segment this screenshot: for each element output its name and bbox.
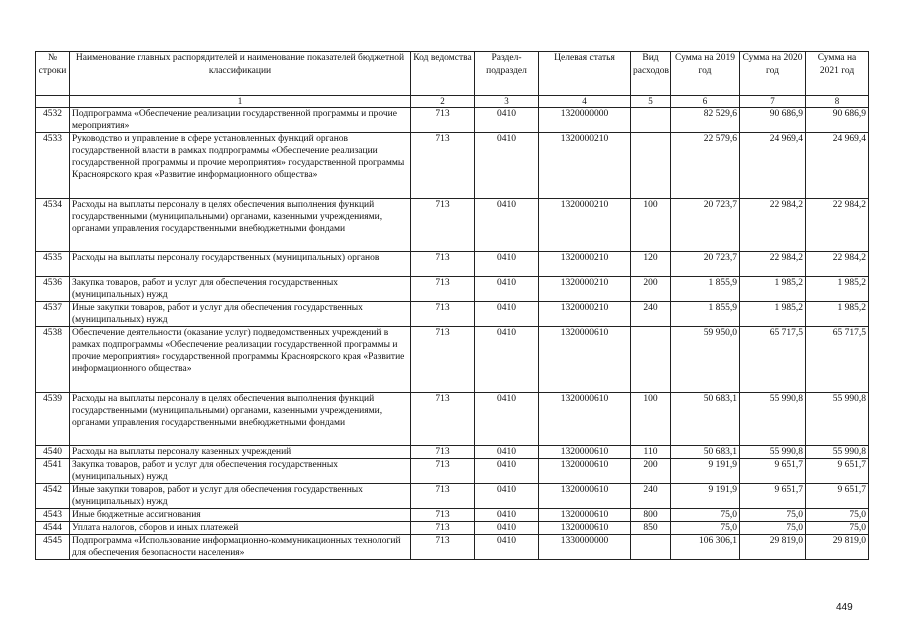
row-sum-2021: 1 985,2 (806, 277, 869, 302)
row-section: 0410 (475, 446, 539, 459)
table-row (36, 133, 869, 199)
row-name: Расходы на выплаты персоналу казенных учреждений (70, 446, 411, 459)
header-expense-kind: Вид расходов (631, 52, 671, 96)
row-sum-2019: 20 723,7 (671, 252, 740, 277)
row-name: Иные закупки товаров, работ и услуг для обеспечения государственных (муниципальных) нужд (70, 302, 411, 327)
header-department-code: Код ведомства (411, 52, 475, 96)
row-name: Иные закупки товаров, работ и услуг для обеспечения государственных (муниципальных) нужд (70, 484, 411, 509)
row-sum-2019: 106 306,1 (671, 535, 740, 560)
row-department-code: 713 (411, 302, 475, 327)
table-row (36, 535, 869, 560)
header-sum-2020: Сумма на 2020 год (740, 52, 806, 96)
row-number: 4542 (36, 484, 70, 509)
row-expense-kind (631, 133, 671, 199)
row-sum-2020: 75,0 (740, 509, 806, 522)
row-target-article: 1320000610 (539, 327, 631, 393)
row-section: 0410 (475, 277, 539, 302)
row-sum-2019: 50 683,1 (671, 393, 740, 446)
row-department-code: 713 (411, 484, 475, 509)
row-sum-2020: 90 686,9 (740, 108, 806, 133)
row-sum-2020: 1 985,2 (740, 277, 806, 302)
row-number: 4543 (36, 509, 70, 522)
row-department-code: 713 (411, 108, 475, 133)
row-name: Расходы на выплаты персоналу в целях обеспечения выполнения функций государственными (муниципальными) органами, казенными учреждениями, органами управления государственными внебюджетными фондами (70, 393, 411, 446)
row-department-code: 713 (411, 133, 475, 199)
table-row (36, 277, 869, 302)
row-expense-kind: 110 (631, 446, 671, 459)
row-name: Расходы на выплаты персоналу государственных (муниципальных) органов (70, 252, 411, 277)
table-row (36, 509, 869, 522)
row-sum-2021: 75,0 (806, 509, 869, 522)
row-department-code: 713 (411, 199, 475, 252)
table-row (36, 522, 869, 535)
row-expense-kind (631, 535, 671, 560)
row-sum-2020: 22 984,2 (740, 199, 806, 252)
column-number: 1 (70, 96, 411, 108)
row-department-code: 713 (411, 535, 475, 560)
row-department-code: 713 (411, 277, 475, 302)
row-expense-kind (631, 108, 671, 133)
row-sum-2021: 9 651,7 (806, 484, 869, 509)
row-number: 4540 (36, 446, 70, 459)
row-target-article: 1320000210 (539, 252, 631, 277)
row-sum-2019: 20 723,7 (671, 199, 740, 252)
row-sum-2019: 1 855,9 (671, 277, 740, 302)
column-number: 4 (539, 96, 631, 108)
table-row (36, 459, 869, 484)
row-sum-2020: 22 984,2 (740, 252, 806, 277)
row-sum-2019: 59 950,0 (671, 327, 740, 393)
table-row (36, 302, 869, 327)
table-row (36, 393, 869, 446)
row-number: 4539 (36, 393, 70, 446)
row-target-article: 1320000210 (539, 277, 631, 302)
row-section: 0410 (475, 484, 539, 509)
row-number: 4534 (36, 199, 70, 252)
row-department-code: 713 (411, 459, 475, 484)
row-section: 0410 (475, 509, 539, 522)
row-name: Закупка товаров, работ и услуг для обеспечения государственных (муниципальных) нужд (70, 459, 411, 484)
row-sum-2020: 65 717,5 (740, 327, 806, 393)
row-section: 0410 (475, 252, 539, 277)
row-section: 0410 (475, 199, 539, 252)
table-row (36, 446, 869, 459)
row-expense-kind: 800 (631, 509, 671, 522)
row-number: 4532 (36, 108, 70, 133)
column-number: 7 (740, 96, 806, 108)
row-sum-2019: 75,0 (671, 509, 740, 522)
row-target-article: 1320000210 (539, 133, 631, 199)
table-row (36, 484, 869, 509)
row-target-article: 1320000610 (539, 393, 631, 446)
column-number: 6 (671, 96, 740, 108)
row-target-article: 1320000610 (539, 484, 631, 509)
row-section: 0410 (475, 133, 539, 199)
row-number: 4545 (36, 535, 70, 560)
header-target-article: Целевая статья (539, 52, 631, 96)
row-sum-2021: 29 819,0 (806, 535, 869, 560)
row-sum-2021: 22 984,2 (806, 252, 869, 277)
column-number (36, 96, 70, 108)
header-row-number: № строки (36, 52, 70, 96)
row-target-article: 1320000000 (539, 108, 631, 133)
row-expense-kind: 100 (631, 199, 671, 252)
row-number: 4541 (36, 459, 70, 484)
row-department-code: 713 (411, 522, 475, 535)
row-sum-2020: 9 651,7 (740, 459, 806, 484)
row-department-code: 713 (411, 327, 475, 393)
row-number: 4536 (36, 277, 70, 302)
column-number: 5 (631, 96, 671, 108)
row-section: 0410 (475, 522, 539, 535)
column-number: 3 (475, 96, 539, 108)
row-section: 0410 (475, 327, 539, 393)
row-sum-2021: 55 990,8 (806, 393, 869, 446)
row-target-article: 1320000610 (539, 522, 631, 535)
budget-table (35, 51, 869, 560)
row-name: Расходы на выплаты персоналу в целях обеспечения выполнения функций государственными (муниципальными) органами, казенными учреждениями, органами управления государственными внебюджетными фондами (70, 199, 411, 252)
row-sum-2020: 1 985,2 (740, 302, 806, 327)
row-expense-kind: 120 (631, 252, 671, 277)
row-name: Подпрограмма «Использование информационно-коммуникационных технологий для обеспечения безопасности населения» (70, 535, 411, 560)
row-name: Уплата налогов, сборов и иных платежей (70, 522, 411, 535)
row-name: Подпрограмма «Обеспечение реализации государственной программы и прочие мероприятия» (70, 108, 411, 133)
row-sum-2021: 24 969,4 (806, 133, 869, 199)
table-row (36, 252, 869, 277)
row-sum-2021: 9 651,7 (806, 459, 869, 484)
row-name: Закупка товаров, работ и услуг для обеспечения государственных (муниципальных) нужд (70, 277, 411, 302)
row-expense-kind: 850 (631, 522, 671, 535)
row-number: 4544 (36, 522, 70, 535)
row-section: 0410 (475, 393, 539, 446)
row-expense-kind: 240 (631, 484, 671, 509)
row-name: Иные бюджетные ассигнования (70, 509, 411, 522)
row-number: 4535 (36, 252, 70, 277)
header-sum-2019: Сумма на 2019 год (671, 52, 740, 96)
row-section: 0410 (475, 302, 539, 327)
row-target-article: 1330000000 (539, 535, 631, 560)
row-sum-2020: 29 819,0 (740, 535, 806, 560)
row-sum-2021: 75,0 (806, 522, 869, 535)
row-number: 4533 (36, 133, 70, 199)
column-number-row (36, 96, 869, 108)
row-expense-kind: 100 (631, 393, 671, 446)
row-sum-2020: 9 651,7 (740, 484, 806, 509)
row-sum-2020: 55 990,8 (740, 446, 806, 459)
row-target-article: 1320000610 (539, 459, 631, 484)
row-number: 4537 (36, 302, 70, 327)
row-department-code: 713 (411, 509, 475, 522)
row-number: 4538 (36, 327, 70, 393)
row-sum-2020: 75,0 (740, 522, 806, 535)
row-expense-kind: 200 (631, 459, 671, 484)
row-name: Обеспечение деятельности (оказание услуг) подведомственных учреждений в рамках подпрограммы «Обеспечение реализации государственной программы и прочие мероприятия» государственной программы Красноярского края «Развитие информационного общества» (70, 327, 411, 393)
row-target-article: 1320000210 (539, 199, 631, 252)
table-row (36, 327, 869, 393)
row-department-code: 713 (411, 446, 475, 459)
row-name: Руководство и управление в сфере установленных функций органов государственной власти в рамках подпрограммы «Обеспечение реализации государственной программы и прочие мероприятия» государственной программы Красноярского края «Развитие информационного общества» (70, 133, 411, 199)
row-sum-2019: 75,0 (671, 522, 740, 535)
row-sum-2021: 55 990,8 (806, 446, 869, 459)
row-department-code: 713 (411, 393, 475, 446)
row-sum-2021: 22 984,2 (806, 199, 869, 252)
row-sum-2019: 82 529,6 (671, 108, 740, 133)
column-number: 2 (411, 96, 475, 108)
row-sum-2020: 24 969,4 (740, 133, 806, 199)
row-sum-2019: 9 191,9 (671, 459, 740, 484)
row-expense-kind (631, 327, 671, 393)
row-sum-2021: 90 686,9 (806, 108, 869, 133)
row-target-article: 1320000610 (539, 446, 631, 459)
row-target-article: 1320000610 (539, 509, 631, 522)
row-sum-2021: 1 985,2 (806, 302, 869, 327)
row-sum-2019: 9 191,9 (671, 484, 740, 509)
header-name: Наименование главных распорядителей и наименование показателей бюджетной классификации (70, 52, 411, 96)
row-sum-2019: 1 855,9 (671, 302, 740, 327)
table-header-row (36, 52, 869, 96)
page-number: 449 (836, 602, 853, 613)
row-expense-kind: 240 (631, 302, 671, 327)
row-expense-kind: 200 (631, 277, 671, 302)
table-body (36, 108, 869, 560)
table-row (36, 108, 869, 133)
row-sum-2019: 22 579,6 (671, 133, 740, 199)
row-sum-2020: 55 990,8 (740, 393, 806, 446)
column-number: 8 (806, 96, 869, 108)
row-section: 0410 (475, 459, 539, 484)
row-section: 0410 (475, 535, 539, 560)
row-target-article: 1320000210 (539, 302, 631, 327)
row-sum-2019: 50 683,1 (671, 446, 740, 459)
header-section: Раздел-подраздел (475, 52, 539, 96)
row-sum-2021: 65 717,5 (806, 327, 869, 393)
row-section: 0410 (475, 108, 539, 133)
row-department-code: 713 (411, 252, 475, 277)
table-row (36, 199, 869, 252)
header-sum-2021: Сумма на 2021 год (806, 52, 869, 96)
